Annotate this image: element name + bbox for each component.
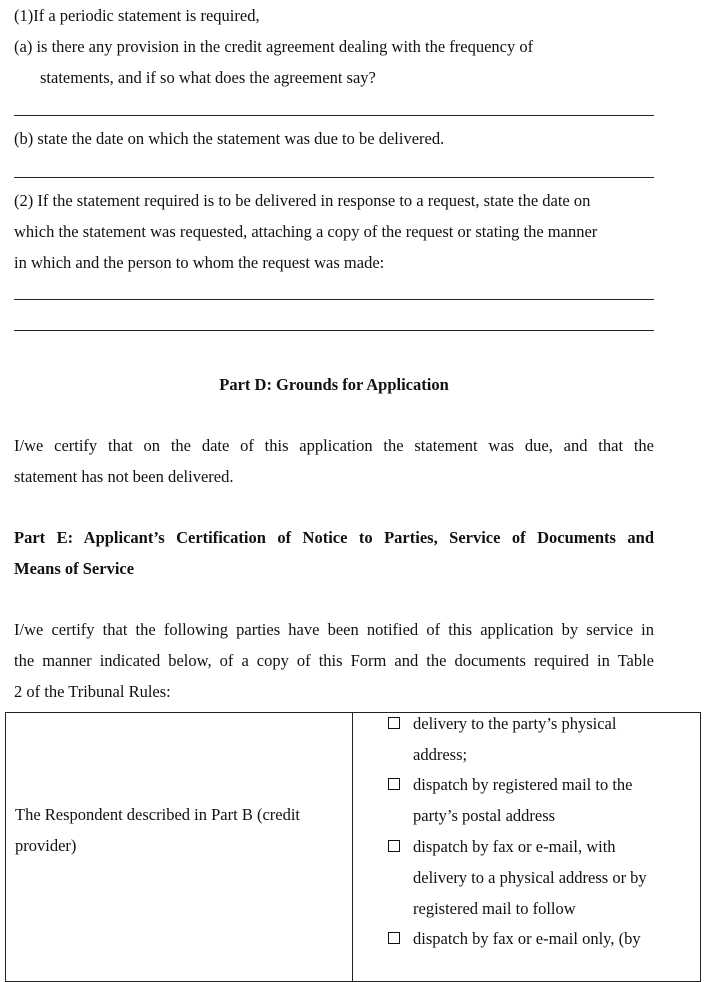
part-e-body-line3: 2 of the Tribunal Rules: <box>14 682 171 701</box>
answer-line-2b[interactable] <box>14 330 654 331</box>
question-2-line3: in which and the person to whom the request was made: <box>14 253 385 272</box>
option3-line2: delivery to a physical address or by <box>413 868 647 887</box>
part-e-body-line2: the manner indicated below, of a copy of this Form and the documents required in Table <box>14 651 654 670</box>
checkbox-fax-email-with-followup[interactable] <box>388 840 400 852</box>
answer-line-2a[interactable] <box>14 299 654 300</box>
part-e-heading-line2: Means of Service <box>14 559 135 578</box>
part-e-heading-line1: Part E: Applicant’s Certification of Notice to Parties, Service of Documents and <box>14 528 654 547</box>
question-2-line2: which the statement was requested, attaching a copy of the request or stating the manner <box>14 222 598 241</box>
option4-line1: dispatch by fax or e-mail only, (by <box>413 929 641 948</box>
part-e-body-line1: I/we certify that the following parties have been notified of this application by service in <box>14 620 654 639</box>
option2-line1: dispatch by registered mail to the <box>413 775 633 794</box>
question-1a-line1: (a) is there any provision in the credit agreement dealing with the frequency of <box>14 37 534 56</box>
question-1a-line2: statements, and if so what does the agreement say? <box>40 68 376 87</box>
service-table <box>5 712 701 982</box>
party-line2: provider) <box>15 836 77 855</box>
part-d-heading: Part D: Grounds for Application <box>219 375 449 394</box>
answer-line-1a[interactable] <box>14 115 654 116</box>
checkbox-fax-email-only[interactable] <box>388 932 400 944</box>
option3-line3: registered mail to follow <box>413 899 576 918</box>
option1-line2: address; <box>413 745 468 764</box>
question-2-line1: (2) If the statement required is to be delivered in response to a request, state the date on <box>14 191 591 210</box>
checkbox-registered-mail[interactable] <box>388 778 400 790</box>
party-line1: The Respondent described in Part B (credit <box>15 805 301 824</box>
service-options-cell <box>353 713 701 982</box>
option1-line1: delivery to the party’s physical <box>413 714 617 733</box>
part-d-body-line2: statement has not been delivered. <box>14 467 234 486</box>
option2-line2: party’s postal address <box>413 806 556 825</box>
question-1-intro: (1)If a periodic statement is required, <box>14 6 260 25</box>
question-1b: (b) state the date on which the statement was due to be delivered. <box>14 129 445 148</box>
party-cell <box>6 713 353 982</box>
checkbox-physical-delivery[interactable] <box>388 717 400 729</box>
part-d-body-line1: I/we certify that on the date of this application the statement was due, and that the <box>14 436 654 455</box>
answer-line-1b[interactable] <box>14 177 654 178</box>
table-row <box>6 713 701 982</box>
option3-line1: dispatch by fax or e-mail, with <box>413 837 616 856</box>
